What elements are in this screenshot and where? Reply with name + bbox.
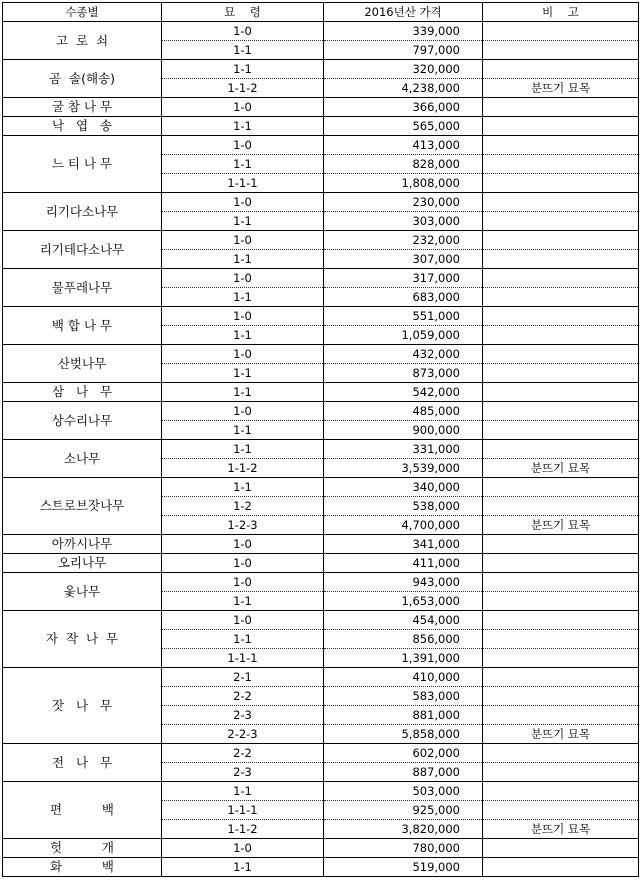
seedling-age: 1-1 bbox=[162, 478, 324, 497]
note bbox=[483, 421, 639, 440]
note bbox=[483, 630, 639, 649]
seedling-age: 1-1 bbox=[162, 250, 324, 269]
note bbox=[483, 212, 639, 231]
seedling-age: 2-2 bbox=[162, 687, 324, 706]
note bbox=[483, 269, 639, 288]
price-2016: 1,391,000 bbox=[324, 649, 483, 668]
table-row bbox=[3, 22, 639, 41]
table-row bbox=[3, 193, 639, 212]
table-body bbox=[3, 22, 639, 877]
note bbox=[483, 668, 639, 687]
price-2016: 683,000 bbox=[324, 288, 483, 307]
species-name: 아까시나무 bbox=[3, 535, 162, 554]
price-2016: 1,808,000 bbox=[324, 174, 483, 193]
note bbox=[483, 687, 639, 706]
species-name: 리기테다소나무 bbox=[3, 231, 162, 269]
price-2016: 538,000 bbox=[324, 497, 483, 516]
seedling-age: 1-0 bbox=[162, 98, 324, 117]
seedling-age: 1-1 bbox=[162, 212, 324, 231]
price-2016: 410,000 bbox=[324, 668, 483, 687]
note bbox=[483, 478, 639, 497]
note bbox=[483, 763, 639, 782]
price-2016: 856,000 bbox=[324, 630, 483, 649]
seedling-age: 1-0 bbox=[162, 573, 324, 592]
price-2016: 1,653,000 bbox=[324, 592, 483, 611]
seedling-age: 1-0 bbox=[162, 193, 324, 212]
note bbox=[483, 326, 639, 345]
price-2016: 943,000 bbox=[324, 573, 483, 592]
price-2016: 887,000 bbox=[324, 763, 483, 782]
table-row bbox=[3, 117, 639, 136]
price-2016: 3,820,000 bbox=[324, 820, 483, 839]
seedling-age: 1-1-2 bbox=[162, 459, 324, 478]
table-row bbox=[3, 535, 639, 554]
table-row bbox=[3, 345, 639, 364]
seedling-age: 1-0 bbox=[162, 231, 324, 250]
seedling-price-table bbox=[2, 2, 639, 877]
seedling-age: 1-1 bbox=[162, 288, 324, 307]
seedling-age: 1-0 bbox=[162, 535, 324, 554]
price-2016: 413,000 bbox=[324, 136, 483, 155]
table-row bbox=[3, 611, 639, 630]
species-name: 화 백 bbox=[3, 858, 162, 877]
price-2016: 303,000 bbox=[324, 212, 483, 231]
species-name: 물푸레나무 bbox=[3, 269, 162, 307]
table-row bbox=[3, 231, 639, 250]
note bbox=[483, 383, 639, 402]
seedling-age: 1-1 bbox=[162, 117, 324, 136]
note bbox=[483, 839, 639, 858]
species-name: 잣 나 무 bbox=[3, 668, 162, 744]
note bbox=[483, 497, 639, 516]
note bbox=[483, 345, 639, 364]
note bbox=[483, 649, 639, 668]
price-2016: 307,000 bbox=[324, 250, 483, 269]
seedling-age: 1-1 bbox=[162, 326, 324, 345]
seedling-age: 1-1 bbox=[162, 440, 324, 459]
table-row bbox=[3, 478, 639, 497]
note bbox=[483, 535, 639, 554]
table-row bbox=[3, 383, 639, 402]
seedling-age: 2-3 bbox=[162, 706, 324, 725]
seedling-age: 1-1-1 bbox=[162, 801, 324, 820]
species-name: 상수리나무 bbox=[3, 402, 162, 440]
note bbox=[483, 231, 639, 250]
table-row bbox=[3, 858, 639, 877]
note: 분뜨기 묘목 bbox=[483, 725, 639, 744]
price-2016: 232,000 bbox=[324, 231, 483, 250]
species-name: 고 로 쇠 bbox=[3, 22, 162, 60]
price-2016: 320,000 bbox=[324, 60, 483, 79]
price-2016: 925,000 bbox=[324, 801, 483, 820]
price-2016: 411,000 bbox=[324, 554, 483, 573]
note bbox=[483, 60, 639, 79]
seedling-age: 1-1 bbox=[162, 364, 324, 383]
header-price: 2016년산 가격 bbox=[324, 3, 483, 22]
seedling-age: 1-1-2 bbox=[162, 79, 324, 98]
seedling-age: 1-2 bbox=[162, 497, 324, 516]
note bbox=[483, 364, 639, 383]
note bbox=[483, 801, 639, 820]
note bbox=[483, 858, 639, 877]
price-2016: 1,059,000 bbox=[324, 326, 483, 345]
note bbox=[483, 155, 639, 174]
species-name: 오리나무 bbox=[3, 554, 162, 573]
note bbox=[483, 573, 639, 592]
note: 분뜨기 묘목 bbox=[483, 516, 639, 535]
table-row bbox=[3, 60, 639, 79]
seedling-age: 1-1 bbox=[162, 41, 324, 60]
note bbox=[483, 402, 639, 421]
price-2016: 503,000 bbox=[324, 782, 483, 801]
species-name: 전 나 무 bbox=[3, 744, 162, 782]
seedling-age: 1-1 bbox=[162, 782, 324, 801]
species-name: 굴 참 나 무 bbox=[3, 98, 162, 117]
table-row bbox=[3, 839, 639, 858]
price-2016: 797,000 bbox=[324, 41, 483, 60]
table-row bbox=[3, 402, 639, 421]
species-name: 산벚나무 bbox=[3, 345, 162, 383]
species-name: 스트로브잣나무 bbox=[3, 478, 162, 535]
table-row bbox=[3, 307, 639, 326]
seedling-age: 1-1 bbox=[162, 858, 324, 877]
note: 분뜨기 묘목 bbox=[483, 820, 639, 839]
price-2016: 340,000 bbox=[324, 478, 483, 497]
price-2016: 4,700,000 bbox=[324, 516, 483, 535]
species-name: 백 합 나 무 bbox=[3, 307, 162, 345]
species-name: 삼 나 무 bbox=[3, 383, 162, 402]
header-note: 비 고 bbox=[483, 3, 639, 22]
seedling-age: 1-0 bbox=[162, 22, 324, 41]
species-name: 헛 개 bbox=[3, 839, 162, 858]
seedling-age: 1-0 bbox=[162, 269, 324, 288]
header-row bbox=[3, 3, 639, 22]
seedling-age: 1-1-1 bbox=[162, 174, 324, 193]
price-2016: 331,000 bbox=[324, 440, 483, 459]
note bbox=[483, 22, 639, 41]
seedling-age: 1-1 bbox=[162, 155, 324, 174]
seedling-age: 1-1-2 bbox=[162, 820, 324, 839]
price-2016: 339,000 bbox=[324, 22, 483, 41]
price-2016: 3,539,000 bbox=[324, 459, 483, 478]
note bbox=[483, 744, 639, 763]
species-name: 느 티 나 무 bbox=[3, 136, 162, 193]
table-row bbox=[3, 136, 639, 155]
price-2016: 542,000 bbox=[324, 383, 483, 402]
note bbox=[483, 288, 639, 307]
table-row bbox=[3, 573, 639, 592]
seedling-age: 1-1 bbox=[162, 630, 324, 649]
note bbox=[483, 592, 639, 611]
note bbox=[483, 706, 639, 725]
price-2016: 881,000 bbox=[324, 706, 483, 725]
price-2016: 602,000 bbox=[324, 744, 483, 763]
seedling-age: 1-1-1 bbox=[162, 649, 324, 668]
seedling-age: 2-2-3 bbox=[162, 725, 324, 744]
table-row bbox=[3, 554, 639, 573]
seedling-age: 1-0 bbox=[162, 554, 324, 573]
seedling-age: 1-0 bbox=[162, 345, 324, 364]
price-2016: 551,000 bbox=[324, 307, 483, 326]
species-name: 리기다소나무 bbox=[3, 193, 162, 231]
seedling-age: 2-2 bbox=[162, 744, 324, 763]
seedling-age: 1-0 bbox=[162, 307, 324, 326]
seedling-age: 1-2-3 bbox=[162, 516, 324, 535]
price-2016: 366,000 bbox=[324, 98, 483, 117]
header-species: 수종별 bbox=[3, 3, 162, 22]
seedling-age: 1-1 bbox=[162, 60, 324, 79]
note bbox=[483, 174, 639, 193]
note: 분뜨기 묘목 bbox=[483, 79, 639, 98]
price-2016: 780,000 bbox=[324, 839, 483, 858]
seedling-age: 1-0 bbox=[162, 402, 324, 421]
note bbox=[483, 193, 639, 212]
note bbox=[483, 782, 639, 801]
seedling-age: 1-0 bbox=[162, 611, 324, 630]
seedling-age: 1-0 bbox=[162, 136, 324, 155]
price-2016: 4,238,000 bbox=[324, 79, 483, 98]
price-2016: 317,000 bbox=[324, 269, 483, 288]
note: 분뜨기 묘목 bbox=[483, 459, 639, 478]
price-2016: 873,000 bbox=[324, 364, 483, 383]
table-row bbox=[3, 744, 639, 763]
note bbox=[483, 41, 639, 60]
price-2016: 230,000 bbox=[324, 193, 483, 212]
note bbox=[483, 136, 639, 155]
species-name: 소나무 bbox=[3, 440, 162, 478]
seedling-age: 2-1 bbox=[162, 668, 324, 687]
note bbox=[483, 98, 639, 117]
table-row bbox=[3, 782, 639, 801]
note bbox=[483, 440, 639, 459]
price-2016: 583,000 bbox=[324, 687, 483, 706]
price-2016: 432,000 bbox=[324, 345, 483, 364]
species-name: 편 백 bbox=[3, 782, 162, 839]
seedling-age: 2-3 bbox=[162, 763, 324, 782]
note bbox=[483, 117, 639, 136]
price-2016: 485,000 bbox=[324, 402, 483, 421]
price-2016: 454,000 bbox=[324, 611, 483, 630]
note bbox=[483, 250, 639, 269]
table-row bbox=[3, 269, 639, 288]
seedling-age: 1-1 bbox=[162, 383, 324, 402]
species-name: 낙 엽 송 bbox=[3, 117, 162, 136]
price-2016: 519,000 bbox=[324, 858, 483, 877]
note bbox=[483, 307, 639, 326]
price-2016: 5,858,000 bbox=[324, 725, 483, 744]
price-2016: 565,000 bbox=[324, 117, 483, 136]
table-row bbox=[3, 440, 639, 459]
price-2016: 900,000 bbox=[324, 421, 483, 440]
species-name: 곰 솔(해송) bbox=[3, 60, 162, 98]
header-age: 묘 령 bbox=[162, 3, 324, 22]
species-name: 옻나무 bbox=[3, 573, 162, 611]
table-row bbox=[3, 98, 639, 117]
price-2016: 828,000 bbox=[324, 155, 483, 174]
seedling-age: 1-0 bbox=[162, 839, 324, 858]
note bbox=[483, 554, 639, 573]
species-name: 자 작 나 무 bbox=[3, 611, 162, 668]
seedling-age: 1-1 bbox=[162, 421, 324, 440]
note bbox=[483, 611, 639, 630]
price-2016: 341,000 bbox=[324, 535, 483, 554]
seedling-age: 1-1 bbox=[162, 592, 324, 611]
table-row bbox=[3, 668, 639, 687]
